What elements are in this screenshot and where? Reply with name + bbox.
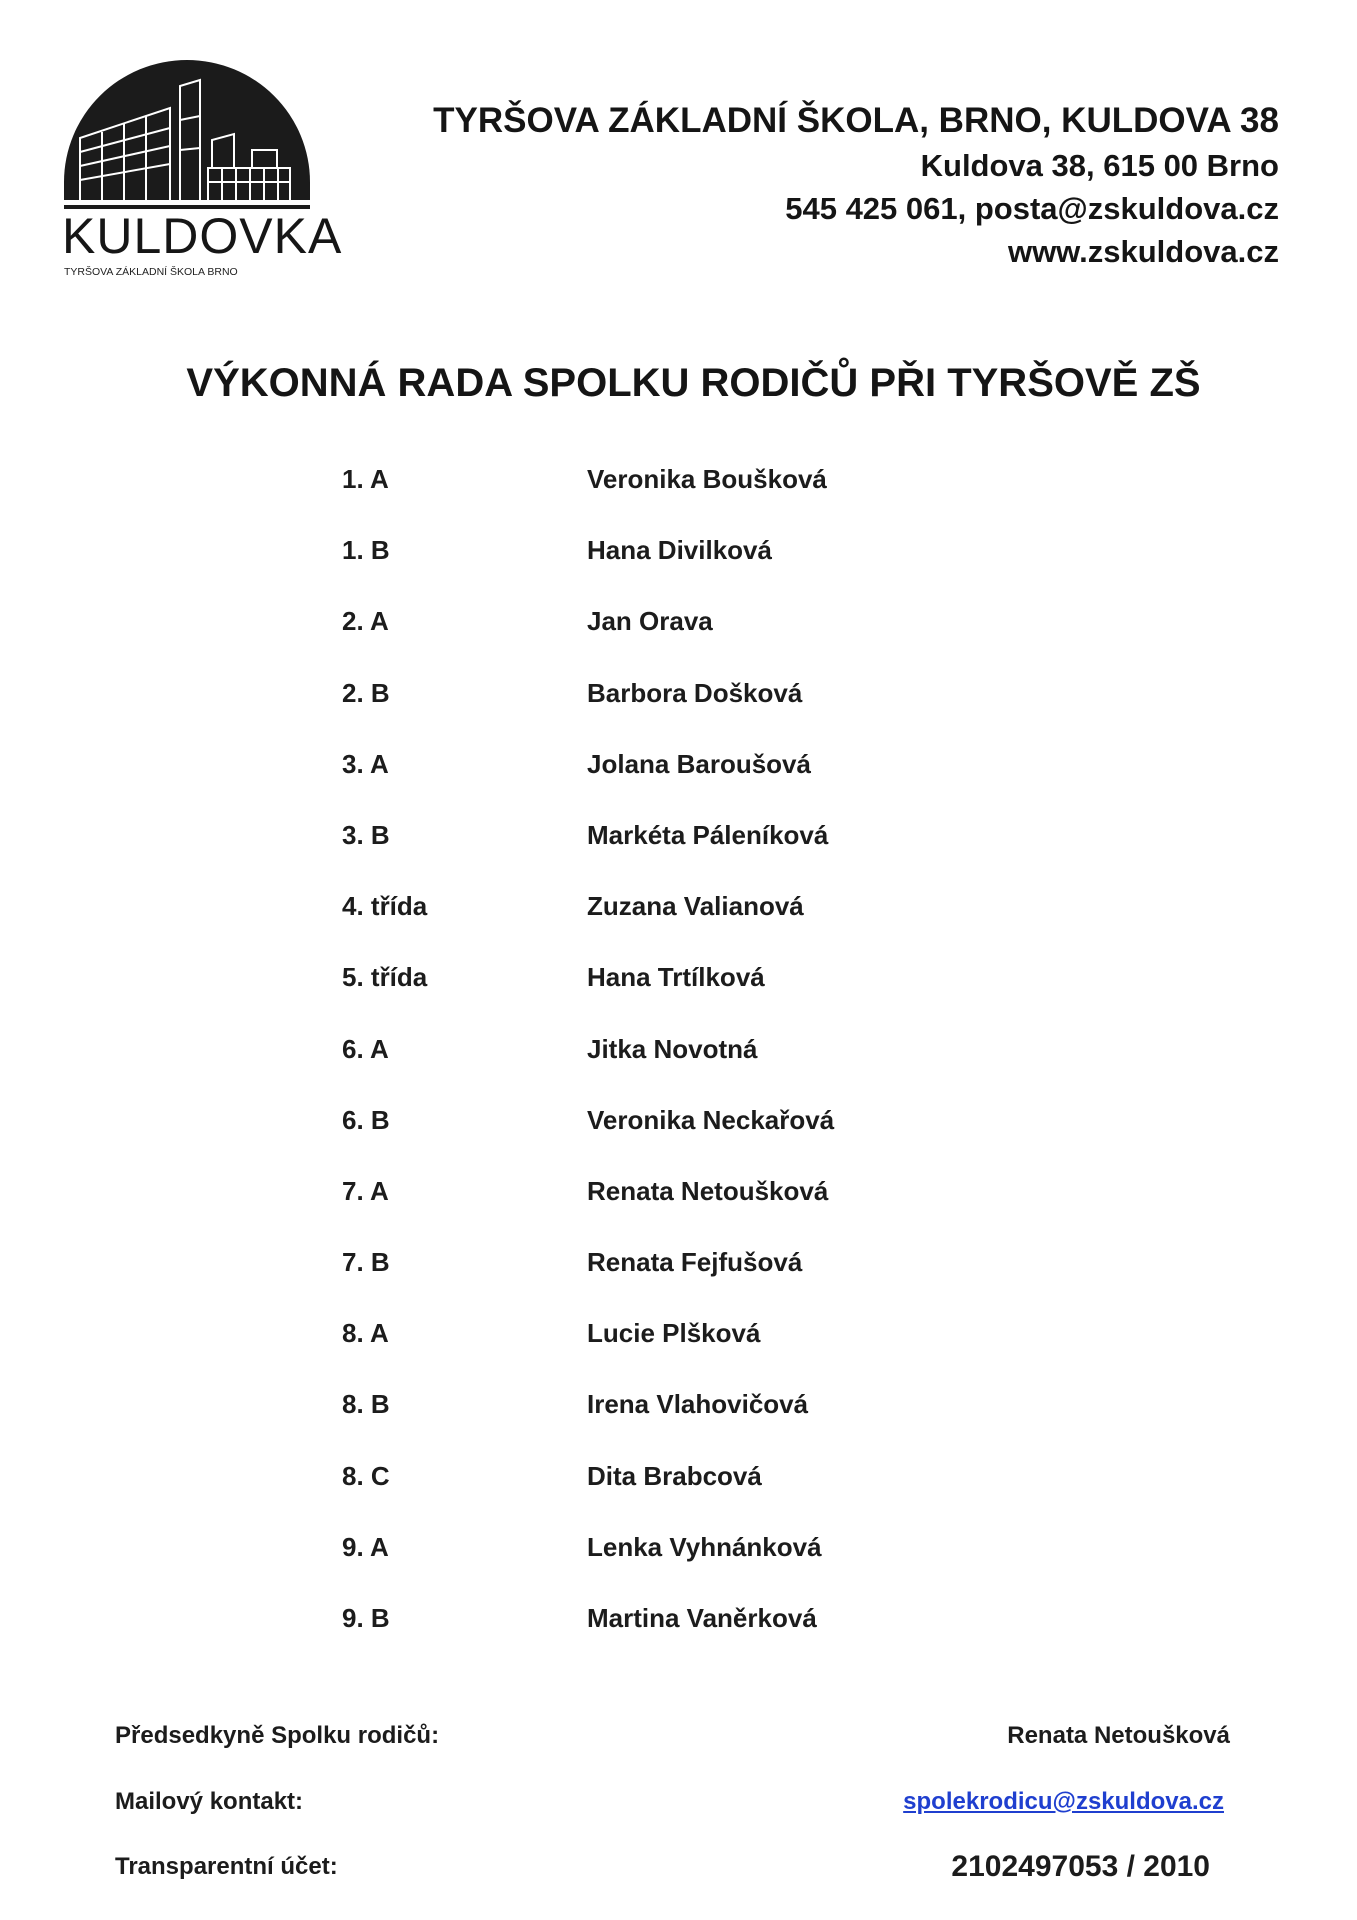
member-name: Hana Divilková (587, 535, 772, 566)
account-label: Transparentní účet: (115, 1853, 338, 1880)
member-row (342, 1530, 1042, 1601)
member-class: 3. B (342, 819, 390, 850)
logo-tagline: TYRŠOVA ZÁKLADNÍ ŠKOLA BRNO (64, 266, 238, 278)
chair-value: Renata Netoušková (1007, 1722, 1230, 1749)
member-row (342, 1245, 1042, 1316)
school-contact: 545 425 061, posta@zskuldova.cz (785, 191, 1279, 226)
member-class: 2. B (342, 677, 390, 708)
mail-row (115, 1788, 1230, 1816)
member-name: Veronika Boušková (587, 464, 827, 494)
members-list (342, 462, 1042, 1672)
member-name: Dita Brabcová (587, 1460, 762, 1491)
member-row (342, 960, 1042, 1031)
member-name: Irena Vlahovičová (587, 1389, 809, 1420)
school-website: www.zskuldova.cz (1007, 234, 1279, 269)
account-value: 2102497053 / 2010 (951, 1850, 1210, 1883)
member-row (342, 462, 1042, 533)
member-row (342, 533, 1042, 604)
member-class: 8. B (342, 1389, 390, 1420)
school-logo (62, 60, 343, 285)
member-name: Lenka Vyhnánková (587, 1531, 822, 1562)
member-row (342, 1032, 1042, 1103)
member-name: Renata Netoušková (587, 1175, 829, 1206)
member-row (342, 604, 1042, 675)
member-class: 2. A (342, 606, 389, 637)
chair-label: Předsedkyně Spolku rodičů: (115, 1722, 440, 1749)
member-class: 7. B (342, 1247, 390, 1278)
school-name: TYRŠOVA ZÁKLADNÍ ŠKOLA, BRNO, KULDOVA 38 (433, 101, 1279, 140)
member-class: 7. A (342, 1175, 389, 1206)
member-name: Veronika Neckařová (587, 1104, 835, 1135)
member-class: 6. A (342, 1033, 389, 1064)
member-class: 8. A (342, 1318, 389, 1349)
member-name: Jan Orava (587, 606, 713, 637)
member-class: 8. C (342, 1460, 390, 1491)
member-name: Jitka Novotná (587, 1033, 758, 1064)
chair-row (115, 1722, 1230, 1750)
member-name: Jolana Baroušová (587, 748, 811, 779)
member-row (342, 747, 1042, 818)
member-row (342, 889, 1042, 960)
member-row (342, 1387, 1042, 1458)
member-name: Martina Vaněrková (587, 1603, 817, 1633)
member-name: Zuzana Valianová (587, 891, 804, 922)
member-name: Barbora Došková (587, 677, 803, 708)
member-class: 3. A (342, 748, 389, 779)
member-class: 1. B (342, 535, 390, 566)
member-row (342, 1174, 1042, 1245)
member-row (342, 818, 1042, 889)
member-name: Hana Trtílková (587, 962, 765, 993)
member-name: Lucie Plšková (587, 1318, 761, 1349)
member-name: Markéta Páleníková (587, 819, 829, 850)
logo-wordmark: KULDOVKA (62, 208, 343, 264)
member-row (342, 676, 1042, 747)
member-class: 9. B (342, 1603, 390, 1633)
member-row (342, 1103, 1042, 1174)
member-class: 9. A (342, 1531, 389, 1562)
account-row (115, 1850, 1230, 1884)
mail-link[interactable]: spolekrodicu@zskuldova.cz (903, 1788, 1224, 1815)
school-building-icon (62, 60, 312, 210)
member-class: 6. B (342, 1104, 390, 1135)
school-address: Kuldova 38, 615 00 Brno (920, 148, 1279, 183)
member-row (342, 1601, 1042, 1672)
member-name: Renata Fejfušová (587, 1247, 803, 1278)
mail-label: Mailový kontakt: (115, 1788, 304, 1815)
member-class: 1. A (342, 464, 389, 494)
member-class: 5. třída (342, 962, 428, 993)
page-title: VÝKONNÁ RADA SPOLKU RODIČŮ PŘI TYRŠOVĚ ZŠ (186, 361, 1201, 405)
member-class: 4. třída (342, 891, 428, 922)
member-row (342, 1459, 1042, 1530)
school-header (433, 98, 1279, 273)
member-row (342, 1316, 1042, 1387)
